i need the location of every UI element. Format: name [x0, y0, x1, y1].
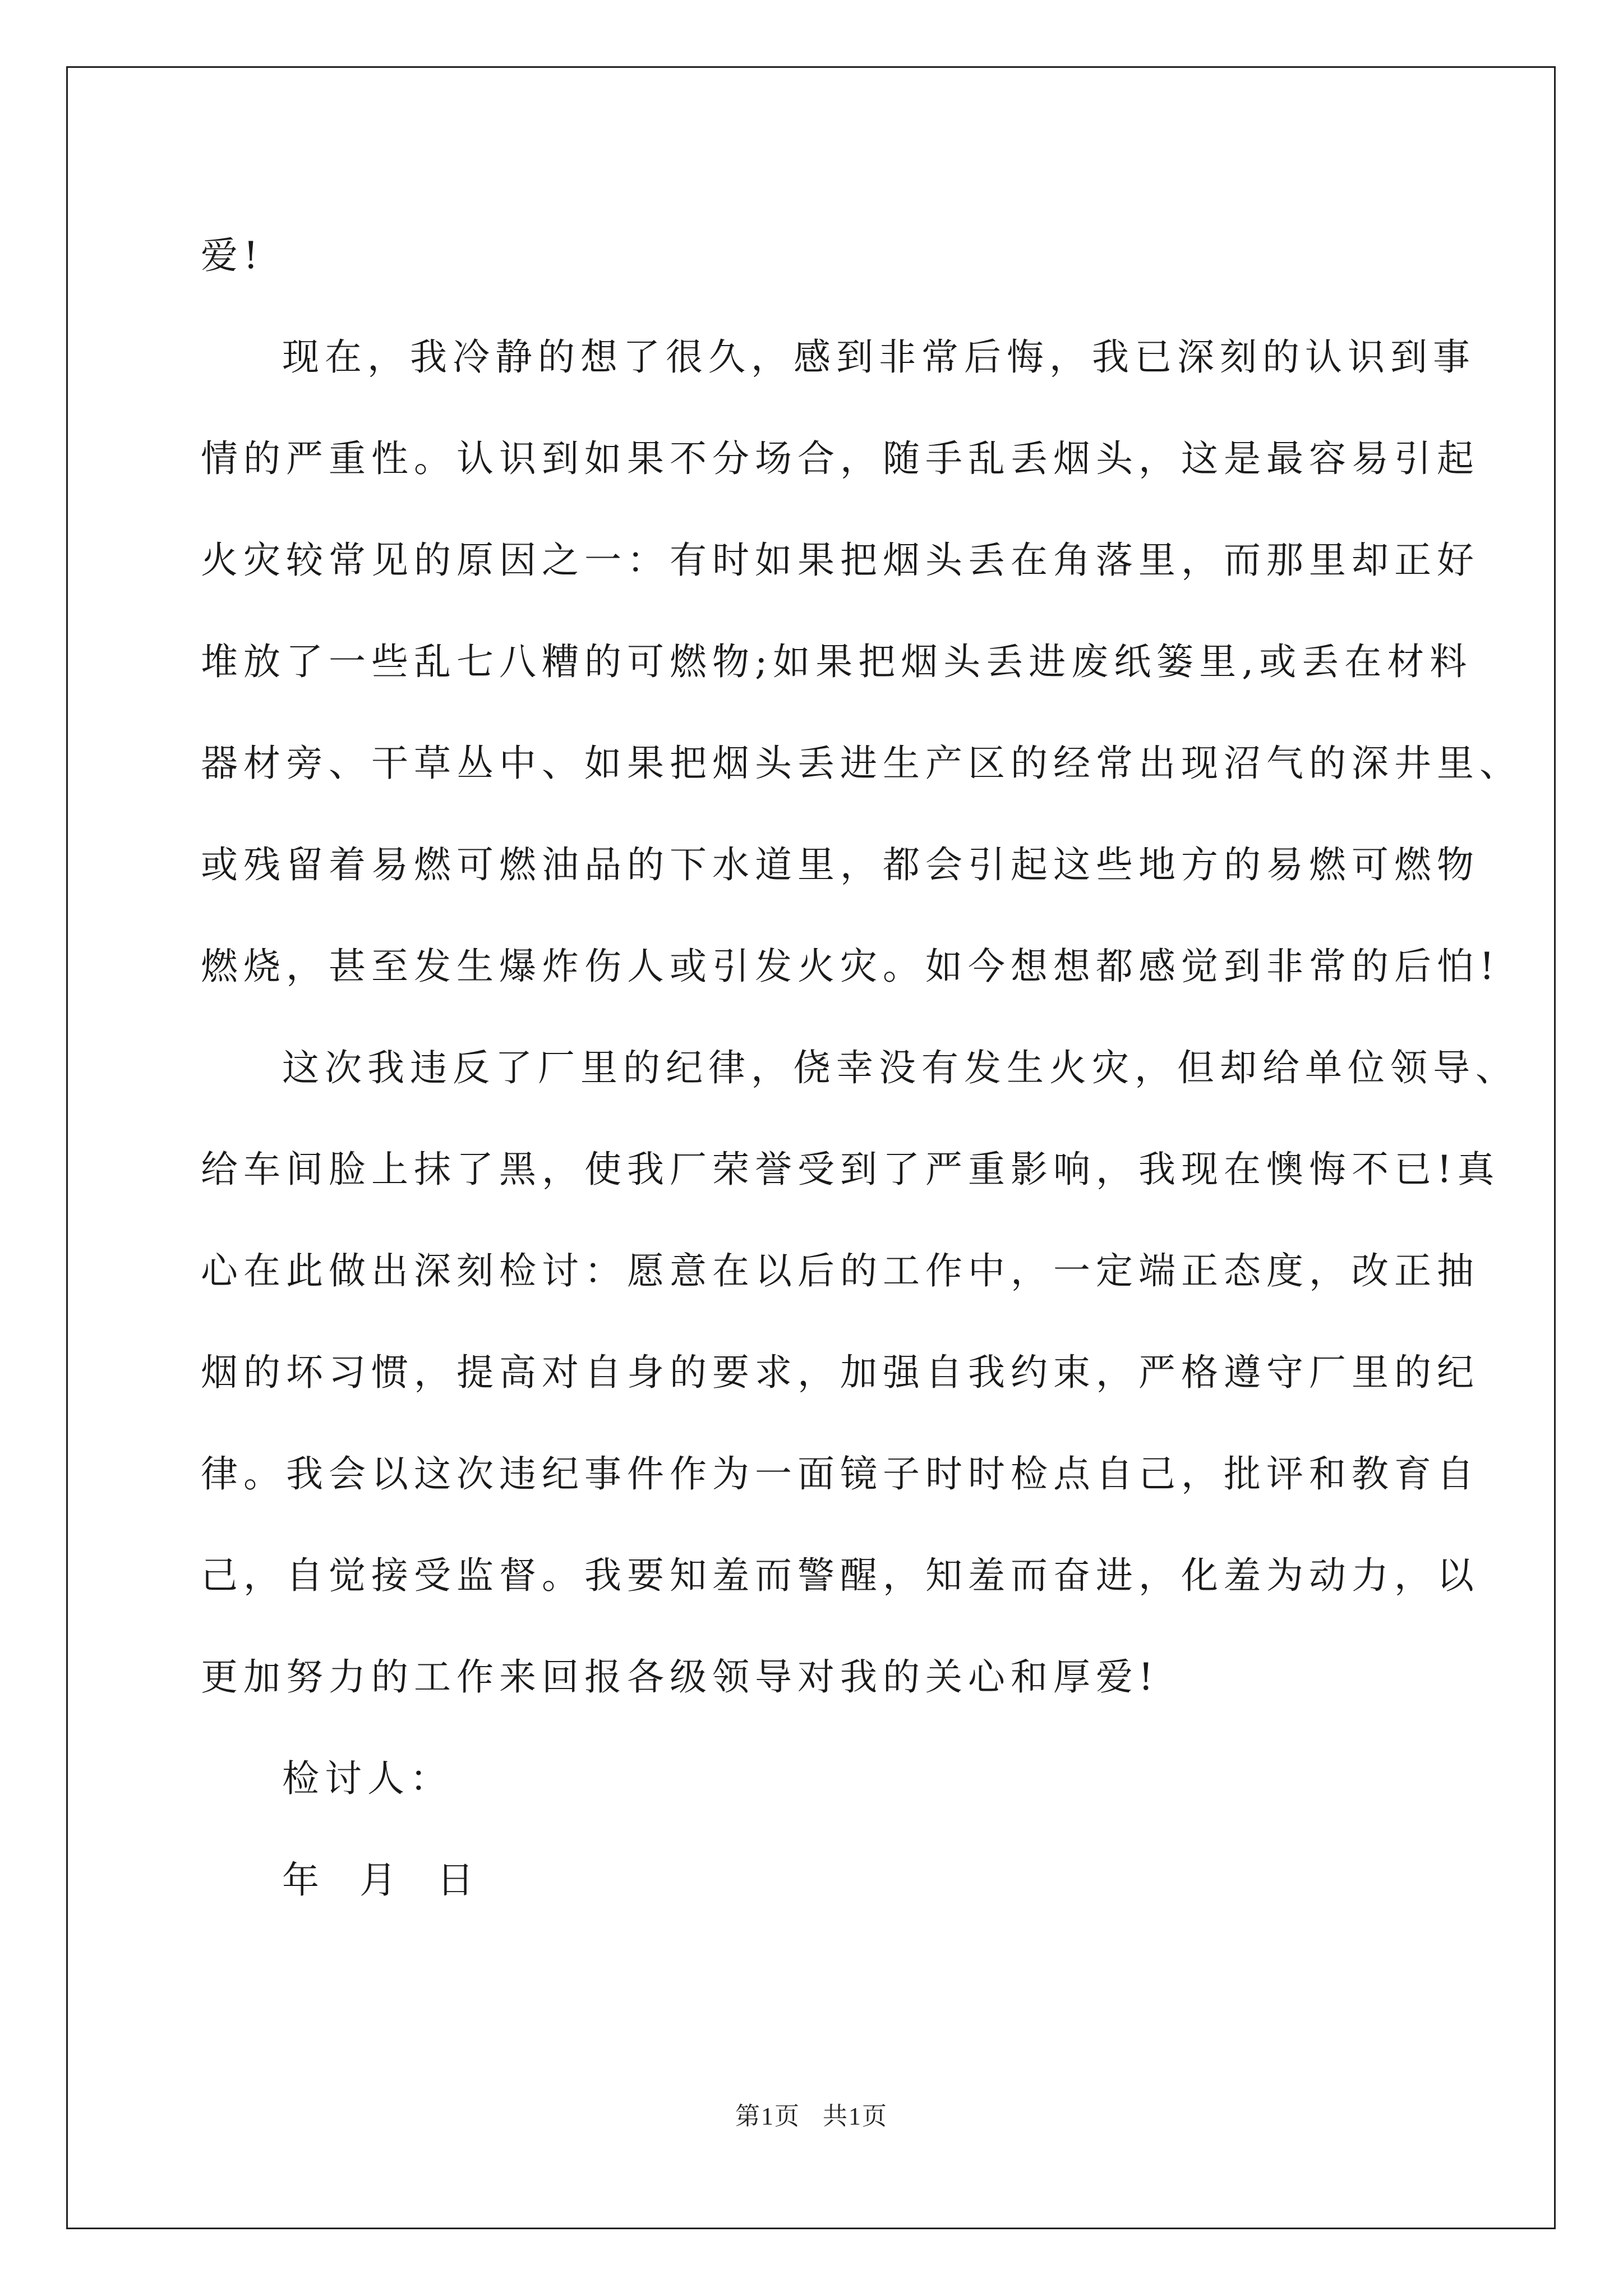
- text-line-6: 器材旁、干草丛中、如果把烟头丢进生产区的经常出现沼气的深井里、: [201, 742, 1522, 785]
- text-line-2: 现在，我冷静的想了很久，感到非常后悔，我已深刻的认识到事: [282, 335, 1476, 379]
- page-total: 共1页: [823, 2102, 888, 2130]
- date-line: 年 月 日: [282, 1858, 479, 1902]
- document-body: [201, 205, 1522, 1931]
- page-footer: [0, 2096, 1623, 2132]
- text-line-14: 己，自觉接受监督。我要知羞而警醒，知羞而奋进，化羞为动力，以: [201, 1554, 1479, 1597]
- text-line-10: 给车间脸上抹了黑，使我厂荣誉受到了严重影响，我现在懊悔不已!真: [201, 1148, 1500, 1191]
- text-line-9: 这次我违反了厂里的纪律，侥幸没有发生火灾，但却给单位领导、: [282, 1046, 1518, 1089]
- signature-label: 检讨人：: [282, 1757, 453, 1800]
- page-number: 第1页: [735, 2102, 800, 2130]
- text-line-13: 律。我会以这次违纪事件作为一面镜子时时检点自己，批评和教育自: [201, 1452, 1479, 1496]
- text-line-12: 烟的坏习惯，提高对自身的要求，加强自我约束，严格遵守厂里的纪: [201, 1351, 1479, 1394]
- text-line-5: 堆放了一些乱七八糟的可燃物;如果把烟头丢进废纸篓里,或丢在材料: [201, 640, 1473, 683]
- text-line-3: 情的严重性。认识到如果不分场合，随手乱丢烟头，这是最容易引起: [201, 437, 1479, 480]
- text-line-1: 爱!: [201, 234, 264, 277]
- text-line-8: 燃烧，甚至发生爆炸伤人或引发火灾。如今想想都感觉到非常的后怕!: [201, 945, 1500, 988]
- text-line-15: 更加努力的工作来回报各级领导对我的关心和厚爱!: [201, 1655, 1159, 1699]
- text-line-7: 或残留着易燃可燃油品的下水道里，都会引起这些地方的易燃可燃物: [201, 843, 1479, 886]
- text-line-11: 心在此做出深刻检讨：愿意在以后的工作中，一定端正态度，改正抽: [201, 1249, 1479, 1292]
- text-line-4: 火灾较常见的原因之一：有时如果把烟头丢在角落里，而那里却正好: [201, 539, 1479, 582]
